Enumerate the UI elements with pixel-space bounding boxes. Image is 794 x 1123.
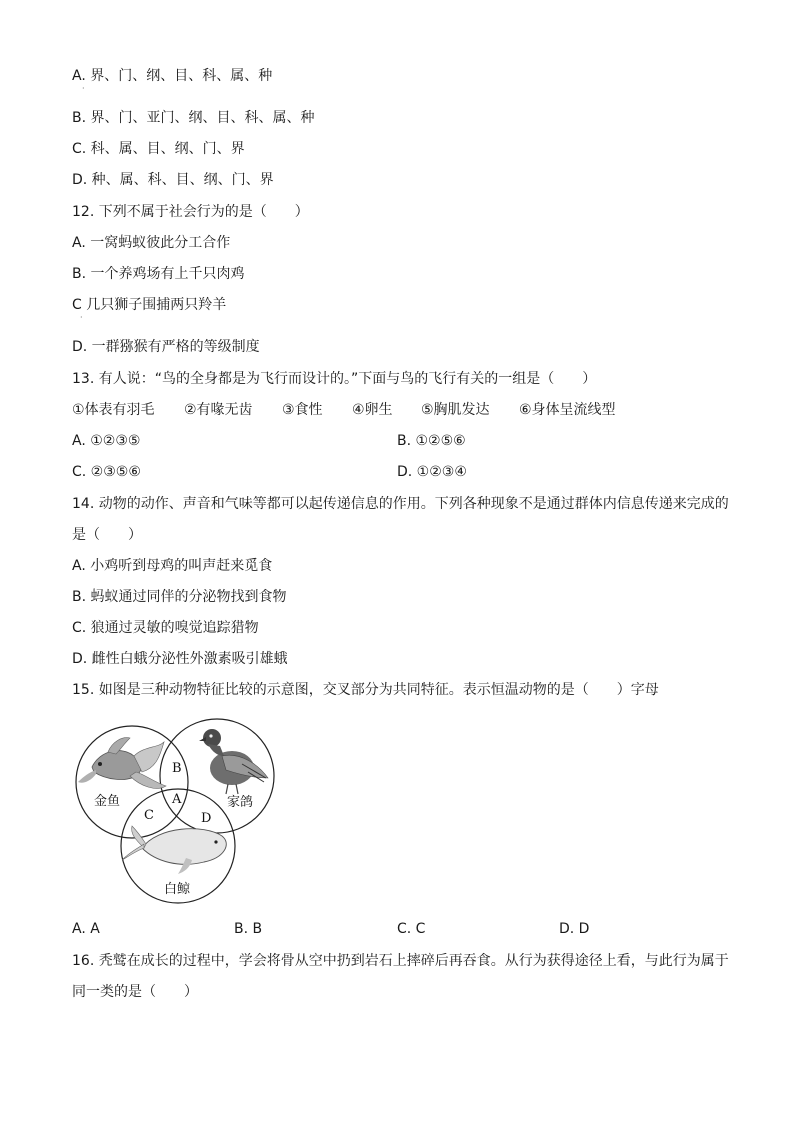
- goldfish-icon: [78, 738, 166, 789]
- q16-stem-line2: 同一类的是（ ）: [72, 984, 198, 1000]
- q13-item-1: ①体表有羽毛: [72, 402, 155, 418]
- scan-dot: ·: [80, 313, 83, 322]
- q12-option-c: C 几只狮子围捕两只羚羊: [72, 297, 227, 313]
- q15-option-c: C. C: [397, 921, 426, 937]
- region-c-label: C: [144, 808, 154, 823]
- whale-icon: [122, 826, 226, 874]
- q11-option-d: D. 种、属、科、目、纲、门、界: [72, 172, 274, 188]
- venn-diagram: [72, 712, 282, 912]
- q15-option-a: A. A: [72, 921, 100, 937]
- q14-option-d: D. 雌性白蛾分泌性外激素吸引雄蛾: [72, 651, 288, 667]
- q13-item-6: ⑥身体呈流线型: [519, 402, 616, 418]
- q15-stem: 15. 如图是三种动物特征比较的示意图，交叉部分为共同特征。表示恒温动物的是（ ）字母: [72, 682, 659, 698]
- q14-option-a: A. 小鸡听到母鸡的叫声赶来觅食: [72, 558, 273, 574]
- q14-stem-line1: 14. 动物的动作、声音和气味等都可以起传递信息的作用。下列各种现象不是通过群体内信息传递来完成的: [72, 496, 729, 512]
- goldfish-label: 金鱼: [94, 794, 121, 809]
- q13-option-d: D. ①②③④: [397, 464, 467, 480]
- q13-option-a: A. ①②③⑤: [72, 433, 141, 449]
- q13-item-3: ③食性: [282, 402, 323, 418]
- q15-option-d: D. D: [559, 921, 590, 937]
- q14-option-c: C. 狼通过灵敏的嗅觉追踪猎物: [72, 620, 259, 636]
- scan-dot: ·: [82, 84, 85, 93]
- q13-stem: 13. 有人说：“鸟的全身都是为飞行而设计的。”下面与鸟的飞行有关的一组是（ ）: [72, 371, 597, 387]
- q11-option-b: B. 界、门、亚门、纲、目、科、属、种: [72, 110, 315, 126]
- region-a-label: A: [172, 792, 182, 807]
- region-d-label: D: [201, 811, 212, 826]
- q12-stem: 12. 下列不属于社会行为的是（ ）: [72, 204, 309, 220]
- q12-option-b: B. 一个养鸡场有上千只肉鸡: [72, 266, 245, 282]
- q15-option-b: B. B: [234, 921, 263, 937]
- q13-option-b: B. ①②⑤⑥: [397, 433, 466, 449]
- q11-option-c: C. 科、属、目、纲、门、界: [72, 141, 245, 157]
- q12-option-d: D. 一群猕猴有严格的等级制度: [72, 339, 260, 355]
- q16-stem-line1: 16. 秃鹫在成长的过程中，学会将骨从空中扔到岩石上摔碎后再吞食。从行为获得途径上看，与此行为属于: [72, 953, 729, 969]
- q13-item-5: ⑤胸肌发达: [421, 402, 490, 418]
- q14-stem-line2: 是（ ）: [72, 527, 142, 543]
- q13-item-4: ④卵生: [352, 402, 393, 418]
- q13-item-2: ②有喙无齿: [184, 402, 253, 418]
- region-b-label: B: [172, 761, 182, 776]
- q11-option-a: A. 界、门、纲、目、科、属、种: [72, 68, 273, 84]
- q12-option-a: A. 一窝蚂蚁彼此分工合作: [72, 235, 231, 251]
- q14-option-b: B. 蚂蚁通过同伴的分泌物找到食物: [72, 589, 287, 605]
- whale-label: 白鲸: [164, 882, 191, 897]
- pigeon-icon: [199, 729, 268, 794]
- pigeon-label: 家鸽: [227, 795, 254, 810]
- q13-option-c: C. ②③⑤⑥: [72, 464, 141, 480]
